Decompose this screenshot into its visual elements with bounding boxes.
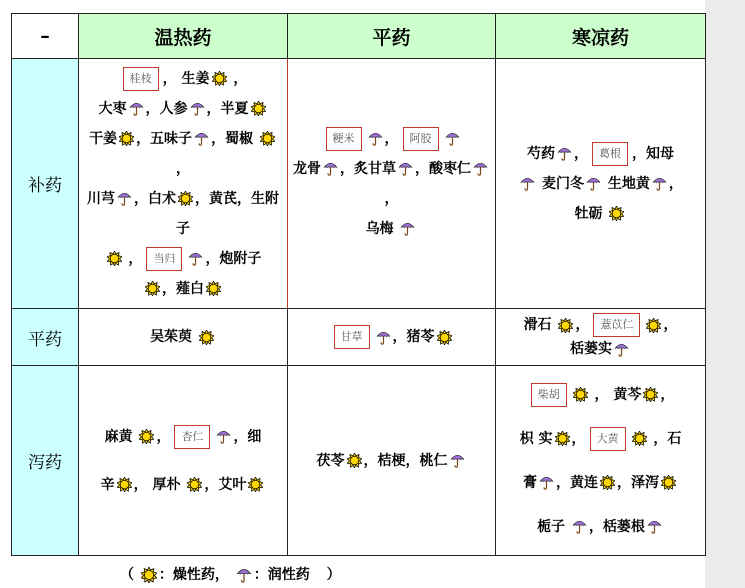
text: 膏	[523, 474, 537, 491]
sun-icon	[632, 431, 647, 446]
text: 麻黄	[104, 428, 138, 445]
textbox: 当归	[146, 247, 182, 271]
umbrella-icon	[520, 176, 535, 191]
umbrella-icon	[539, 475, 554, 490]
text: 川芎	[87, 190, 115, 207]
textbox: 桂枝	[123, 67, 159, 91]
text: ，桔梗，桃仁	[363, 452, 448, 469]
cell-tonic-cold	[496, 59, 706, 309]
sun-icon	[145, 281, 160, 296]
legend	[120, 564, 341, 584]
sun-icon	[107, 251, 122, 266]
umbrella-icon	[557, 146, 572, 161]
sun-icon	[187, 477, 202, 492]
umbrella-icon	[572, 519, 587, 534]
text: ，薤白	[162, 280, 204, 297]
umbrella-icon	[129, 101, 144, 116]
cell-purge-neutral	[288, 366, 496, 556]
text: ，酸枣仁	[415, 160, 471, 177]
sun-icon	[437, 330, 452, 345]
sun-icon	[600, 475, 615, 490]
text: ，	[574, 145, 588, 162]
umbrella-icon	[323, 161, 338, 176]
row-header-tonic: 补药	[12, 59, 79, 309]
header-neutral: 平药	[288, 14, 496, 59]
corner-cell: –	[12, 14, 79, 59]
text: 龙骨	[293, 160, 321, 177]
text: 大枣	[98, 100, 127, 117]
text: 栀子	[537, 518, 570, 535]
text: ，半夏	[206, 100, 249, 117]
text: ，艾叶	[204, 476, 247, 493]
textbox: 大黄	[590, 427, 626, 451]
cell-purge-warm	[79, 366, 288, 556]
sun-icon	[347, 453, 362, 468]
text: 茯苓	[316, 452, 345, 469]
text: ，猪苓	[392, 329, 435, 345]
sun-icon	[643, 387, 658, 402]
umbrella-icon	[652, 176, 667, 191]
umbrella-icon	[398, 161, 413, 176]
cell-tonic-warm	[79, 59, 288, 309]
text: ，白术	[134, 190, 176, 207]
text: 乌梅	[365, 220, 399, 237]
page-margin	[705, 0, 745, 588]
text: ，	[384, 190, 399, 207]
textbox: 葛根	[592, 142, 628, 166]
text: ，炙甘草	[340, 160, 396, 177]
text: 辛	[100, 476, 115, 493]
text: 吴茱萸	[150, 329, 197, 345]
cell-neutral-warm	[79, 309, 288, 366]
umbrella-icon	[190, 101, 205, 116]
legend-open: （	[120, 567, 134, 583]
umbrella-icon	[445, 131, 460, 146]
text: 麦门冬	[537, 175, 584, 192]
text: ，蜀椒	[211, 130, 258, 147]
text: ，	[660, 386, 675, 403]
legend-moist-label: ：润性药	[253, 567, 310, 583]
text: ，	[668, 175, 683, 192]
text: ，黄连	[556, 474, 598, 491]
text: 枳 实	[519, 430, 553, 447]
sun-icon	[178, 191, 193, 206]
text: ，栝蒌根	[588, 518, 645, 535]
text: ，炮附子	[205, 250, 262, 267]
text: ，	[176, 160, 190, 177]
textbox: 粳米	[326, 127, 362, 151]
text: ，黄芪，生附子	[176, 190, 279, 237]
sun-icon	[558, 318, 573, 333]
text: ，	[123, 250, 143, 267]
textbox: 杏仁	[174, 425, 210, 449]
sun-icon	[199, 330, 214, 345]
umbrella-icon	[194, 131, 209, 146]
legend-dry-label: ：燥性药，	[158, 567, 229, 583]
text: ，五味子	[136, 130, 193, 147]
text: ，	[663, 317, 678, 333]
text: ，细	[233, 428, 262, 445]
sun-icon	[119, 131, 134, 146]
text: 滑石	[523, 317, 557, 333]
umbrella-icon	[236, 567, 252, 583]
cell-purge-cold	[496, 366, 706, 556]
text: ，石	[648, 430, 682, 447]
sun-icon	[212, 71, 227, 86]
sun-icon	[555, 431, 570, 446]
umbrella-icon	[188, 251, 203, 266]
umbrella-icon	[647, 519, 662, 534]
sun-icon	[646, 318, 661, 333]
textbox: 甘草	[334, 325, 370, 349]
text: ， 厚朴	[133, 476, 186, 493]
row-header-purge: 泻药	[12, 366, 79, 556]
sun-icon	[573, 387, 588, 402]
text: ，泽泻	[617, 474, 659, 491]
text: ，	[156, 428, 171, 445]
textbox: 薏苡仁	[593, 313, 640, 337]
umbrella-icon	[216, 429, 231, 444]
umbrella-icon	[376, 330, 391, 345]
sun-icon	[141, 567, 157, 583]
text: ，	[575, 317, 590, 333]
sun-icon	[609, 206, 624, 221]
sun-icon	[139, 429, 154, 444]
umbrella-icon	[400, 221, 415, 236]
row-header-neutral: 平药	[12, 309, 79, 366]
header-warm: 温热药	[79, 14, 288, 59]
umbrella-icon	[368, 131, 383, 146]
textbox: 柴胡	[531, 383, 567, 407]
sun-icon	[117, 477, 132, 492]
umbrella-icon	[117, 191, 132, 206]
umbrella-icon	[473, 161, 488, 176]
sun-icon	[206, 281, 221, 296]
textbox: 阿胶	[403, 127, 439, 151]
sun-icon	[260, 131, 275, 146]
text: ， 黄芩	[589, 386, 642, 403]
umbrella-icon	[450, 453, 465, 468]
legend-close: ）	[326, 567, 341, 583]
text: 栝蒌实	[570, 341, 612, 357]
text: ， 生姜	[162, 70, 210, 87]
text: 芍药	[527, 145, 555, 162]
text: ，人参	[145, 100, 188, 117]
sun-icon	[661, 475, 676, 490]
text: 生地黄	[603, 175, 650, 192]
text: 干姜	[89, 130, 118, 147]
cell-tonic-neutral	[288, 59, 496, 309]
text: ，知母	[632, 145, 674, 162]
sun-icon	[248, 477, 263, 492]
text: 牡砺	[574, 205, 608, 222]
cell-neutral-cold	[496, 309, 706, 366]
text: ，	[384, 130, 399, 147]
medicine-table	[11, 13, 706, 556]
cell-neutral-neutral	[288, 309, 496, 366]
header-cold: 寒凉药	[496, 14, 706, 59]
umbrella-icon	[614, 342, 629, 357]
umbrella-icon	[586, 176, 601, 191]
text: ，	[571, 430, 586, 447]
text: ，	[228, 70, 248, 87]
sun-icon	[251, 101, 266, 116]
